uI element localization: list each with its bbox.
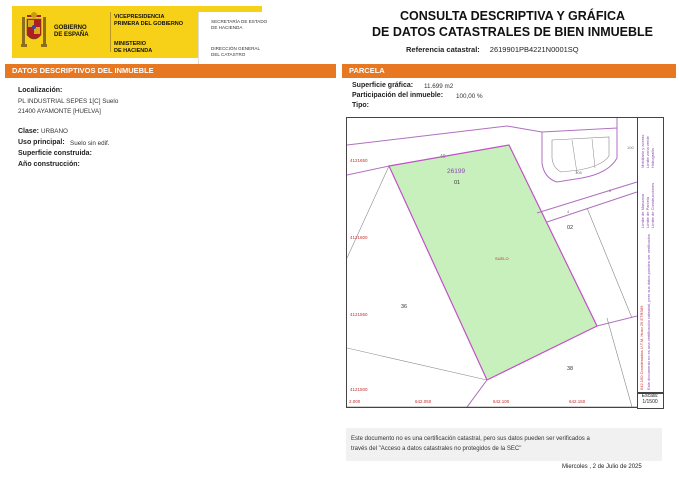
referencia-catastral — [406, 45, 579, 54]
vicepresidencia-line1: VICEPRESIDENCIA — [114, 14, 165, 20]
note-line1: Este documento no es una certificación catastral, pero sus datos pueden ser verificados a — [351, 436, 590, 442]
neighbor-38-label: 38 — [567, 366, 574, 372]
coat-of-arms-icon — [20, 11, 48, 51]
street-line — [597, 316, 637, 326]
government-logo-block — [12, 6, 268, 58]
legend-item: Hidrografía — [650, 148, 655, 168]
map-legend-strip — [637, 117, 664, 394]
superficie-grafica-label: Superficie gráfica: — [352, 82, 414, 89]
anio-construccion-label: Año construcción: — [18, 161, 80, 168]
section-bar-datos: DATOS DESCRIPTIVOS DEL INMUEBLE — [5, 64, 336, 78]
gobierno-line2: DE ESPAÑA — [54, 32, 89, 38]
street-100-label: 100 — [627, 145, 634, 150]
vicepresidencia-text — [114, 14, 183, 27]
legend-item: Mobiliario y aceras — [640, 134, 645, 168]
block-inner — [552, 137, 609, 172]
x-coord-label: 2.000 — [349, 399, 361, 404]
clase-value: URBANO — [41, 128, 68, 135]
map-drawing — [347, 118, 637, 407]
ministerio-line1: MINISTERIO — [114, 41, 147, 47]
document-title — [350, 8, 675, 40]
neighbor-line — [347, 348, 487, 380]
title-line1: CONSULTA DESCRIPTIVA Y GRÁFICA — [399, 9, 625, 23]
y-coord-label: 4121550 — [350, 312, 368, 317]
scale-box — [637, 392, 664, 409]
x-coord-label: 642.100 — [493, 399, 510, 404]
street-line — [547, 192, 637, 222]
scale-value: 1/1500 — [642, 399, 658, 405]
ministerio-line2: DE HACIENDA — [114, 47, 153, 54]
sub-parcel-label: 01 — [454, 180, 461, 186]
localizacion-line2: 21400 AYAMONTE [HUELVA] — [18, 108, 101, 115]
street-number-label: 40 — [440, 154, 446, 160]
uso-label: Uso principal: — [18, 139, 65, 146]
title-line2: DE DATOS CATASTRALES DE BIEN INMUEBLE — [371, 25, 654, 39]
localizacion-line1: PL INDUSTRIAL SEPES 1[C] Suelo — [18, 98, 119, 105]
document-date: Miercoles , 2 de Julio de 2025 — [562, 464, 642, 470]
ref-label: Referencia catastral: — [406, 45, 480, 54]
participacion-value: 100,00 % — [456, 93, 483, 100]
legend-item: Límite zona verde — [645, 136, 650, 168]
localizacion-label: Localización: — [18, 87, 63, 94]
superficie-grafica-value: 11.699 m2 — [424, 83, 454, 90]
direccion-text — [211, 46, 260, 57]
disclaimer-note — [346, 428, 662, 461]
vicepresidencia-line2: PRIMERA DEL GOBIERNO — [114, 20, 184, 27]
clase-label: Clase: — [18, 128, 40, 135]
street-line — [467, 380, 487, 407]
legend-item: Límite de Construcciones — [650, 182, 655, 228]
gobierno-text — [54, 25, 89, 39]
street-line — [507, 126, 542, 132]
neighbor-line — [607, 318, 632, 407]
tipo-label: Tipo: — [352, 102, 369, 109]
street-4-label: 4 — [567, 209, 570, 214]
legend-disclaimer-text: Este documento no es una certificación catastral, pero sus datos pueden ser verificados — [646, 234, 651, 390]
gobierno-line1: GOBIERNO — [54, 25, 87, 31]
direccion-line2: DEL CATASTRO — [211, 51, 246, 57]
neighbor-line — [587, 208, 632, 318]
logo-divider — [110, 12, 111, 52]
y-coord-label: 4121650 — [350, 158, 368, 163]
street-line — [347, 126, 507, 145]
legend-coords-text: 642.150 Coordenadas U.T.M. Huso 29 ETRS89 — [639, 305, 644, 390]
note-line2: través del "Acceso a datos catastrales no protegidos de la SEC" — [351, 446, 522, 452]
participacion-label: Participación del inmueble: — [352, 92, 444, 99]
neighbor-line — [592, 139, 595, 168]
secretaria-text — [211, 19, 267, 30]
y-coord-label: 4121600 — [350, 235, 368, 240]
section-bar-parcela: PARCELA — [342, 64, 676, 78]
direccion-line1: DIRECCIÓN GENERAL — [211, 46, 261, 51]
secretaria-block — [198, 12, 275, 64]
neighbor-line — [347, 166, 389, 258]
neighbor-line — [572, 140, 577, 173]
street-108-label: 108 — [575, 170, 582, 175]
superficie-construida-label: Superficie construida: — [18, 150, 92, 157]
ref-value: 2619901PB4221N0001SQ — [489, 45, 579, 54]
x-coord-label: 642.050 — [415, 399, 432, 404]
legend-item: Límite de Manzana — [640, 193, 645, 228]
x-coord-label: 642.150 — [569, 399, 586, 404]
cadastral-map[interactable] — [346, 117, 638, 408]
neighbor-02-label: 02 — [567, 225, 574, 231]
neighbor-36-label: 36 — [401, 304, 408, 310]
secretaria-line1: SECRETARÍA DE ESTADO — [211, 19, 268, 24]
street-6-label: 6 — [609, 188, 612, 193]
suelo-label: SUELO — [495, 256, 509, 261]
ministerio-text — [114, 41, 152, 54]
legend-item: Límite de Parcela — [645, 196, 650, 228]
parcel-number-label: 26199 — [447, 168, 466, 175]
scale-label: Escala: — [641, 393, 659, 399]
y-coord-label: 4121500 — [350, 387, 368, 392]
secretaria-line2: DE HACIENDA — [211, 24, 243, 30]
uso-value: Suelo sin edif. — [70, 140, 110, 147]
street-line — [347, 166, 389, 175]
